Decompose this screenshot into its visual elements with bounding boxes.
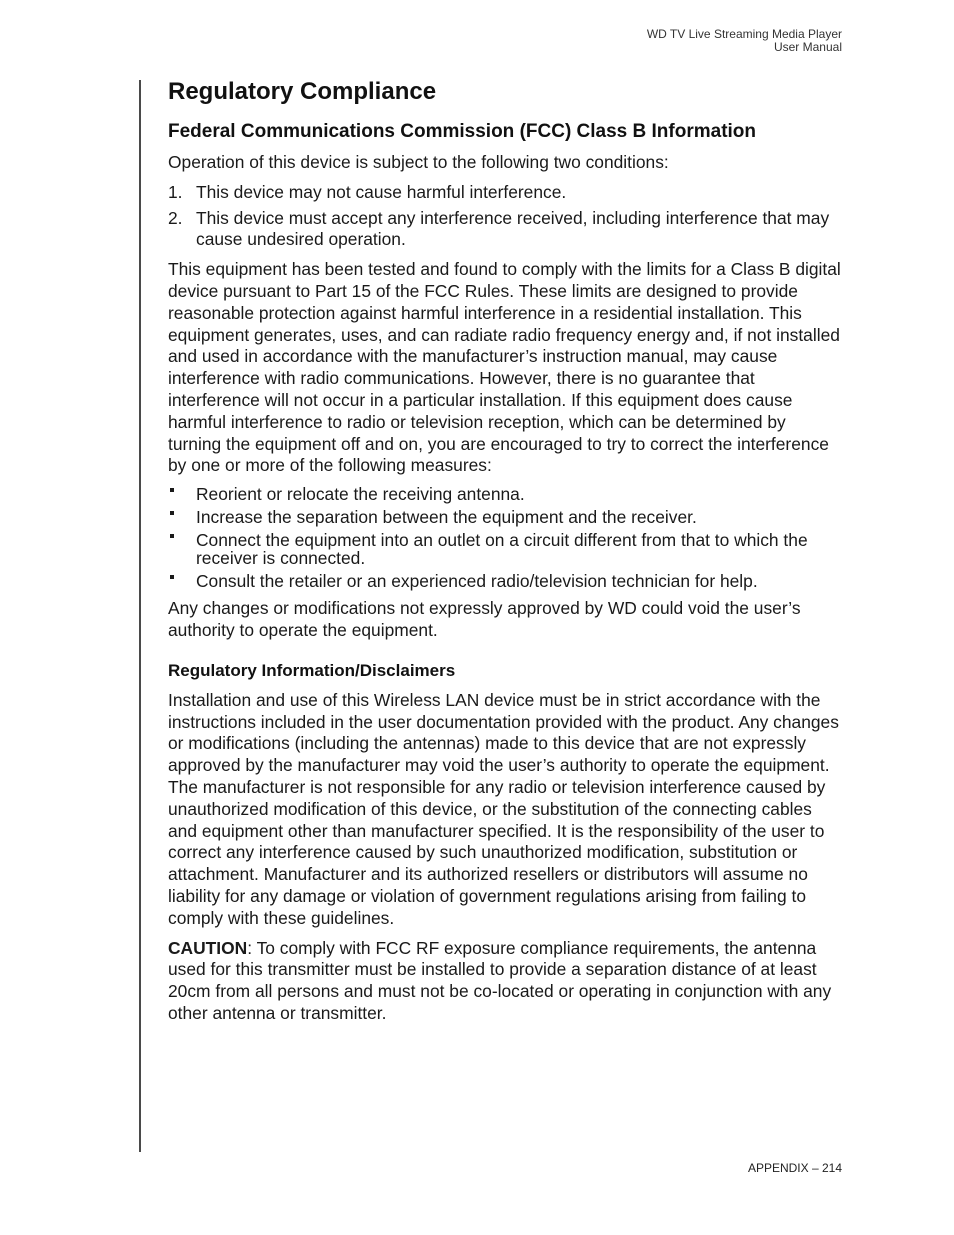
caution-label: CAUTION	[168, 937, 248, 958]
caution-paragraph	[168, 938, 842, 1025]
list-item-text: This device must accept any interference received, including interference that may cause undesired operation.	[196, 207, 830, 250]
list-item-text: Increase the separation between the equipment and the receiver.	[196, 507, 697, 528]
list-number: 1.	[168, 181, 183, 202]
bullet-square-icon	[170, 575, 174, 579]
list-item	[168, 182, 842, 204]
changes-note: Any changes or modifications not expressly approved by WD could void the user’s authority to operate the equipment.	[168, 598, 801, 640]
fcc-heading: Federal Communications Commission (FCC) Class B Information	[168, 121, 757, 142]
bullet-square-icon	[170, 511, 174, 515]
page-title: Regulatory Compliance	[168, 78, 437, 105]
bullet-square-icon	[170, 488, 174, 492]
list-item	[168, 208, 842, 252]
list-number: 2.	[168, 207, 183, 228]
conditions-list	[168, 182, 842, 251]
list-item	[168, 572, 842, 590]
measures-list	[168, 485, 842, 590]
disclaimers-heading: Regulatory Information/Disclaimers	[168, 660, 456, 680]
list-item	[168, 485, 842, 503]
running-header	[647, 28, 842, 54]
caution-text: : To comply with FCC RF exposure compliance requirements, the antenna used for this transmitter must be installed to provide a separation distance of at least 20cm from all persons and must not be co-located or operating in conjunction with any other antenna or transmitter.	[168, 937, 832, 1023]
header-product-name: WD TV Live Streaming Media Player	[646, 27, 842, 41]
page-content	[168, 76, 842, 1025]
fcc-body: This equipment has been tested and found to comply with the limits for a Class B digital device pursuant to Part 15 of the FCC Rules. These limits are designed to provide reasonable protection against harmful interference in a residential installation. This equipment generates, uses, and can radiate radio frequency energy and, if not installed and used in accordance with the manufacturer’s instruction manual, may cause interference with radio communications. However, there is no guarantee that interference will not occur in a particular installation. If this equipment does cause harmful interference to radio or television reception, which can be determined by turning the equipment off and on, you are encouraged to try to correct the interference by one or more of the following measures:	[168, 259, 841, 476]
fcc-intro: Operation of this device is subject to the following two conditions:	[168, 152, 669, 172]
header-doc-type: User Manual	[773, 40, 842, 54]
list-item-text: This device may not cause harmful interference.	[196, 181, 567, 202]
list-item	[168, 531, 842, 567]
list-item-text: Reorient or relocate the receiving antenna.	[196, 484, 525, 505]
bullet-square-icon	[170, 534, 174, 538]
list-item	[168, 508, 842, 526]
list-item-text: Connect the equipment into an outlet on a circuit different from that to which the receiver is connected.	[196, 530, 808, 569]
margin-rule	[139, 80, 141, 1152]
list-item-text: Consult the retailer or an experienced radio/television technician for help.	[196, 571, 758, 592]
disclaimers-body: Installation and use of this Wireless LAN device must be in strict accordance with the instructions included in the user documentation provided with the product. Any changes or modifications (including the antennas) made to this device that are not expressly approved by the manufacturer may void the user’s authority to operate the equipment. The manufacturer is not responsible for any radio or television interference caused by unauthorized modification of this device, or the substitution of the connecting cables and equipment other than manufacturer specified. It is the responsibility of the user to correct any interference caused by such unauthorized modification, substitution or attachment. Manufacturer and its authorized resellers or distributors will assume no liability for any damage or violation of government regulations arising from failing to comply with these guidelines.	[168, 689, 839, 928]
page-footer: APPENDIX – 214	[747, 1161, 842, 1175]
